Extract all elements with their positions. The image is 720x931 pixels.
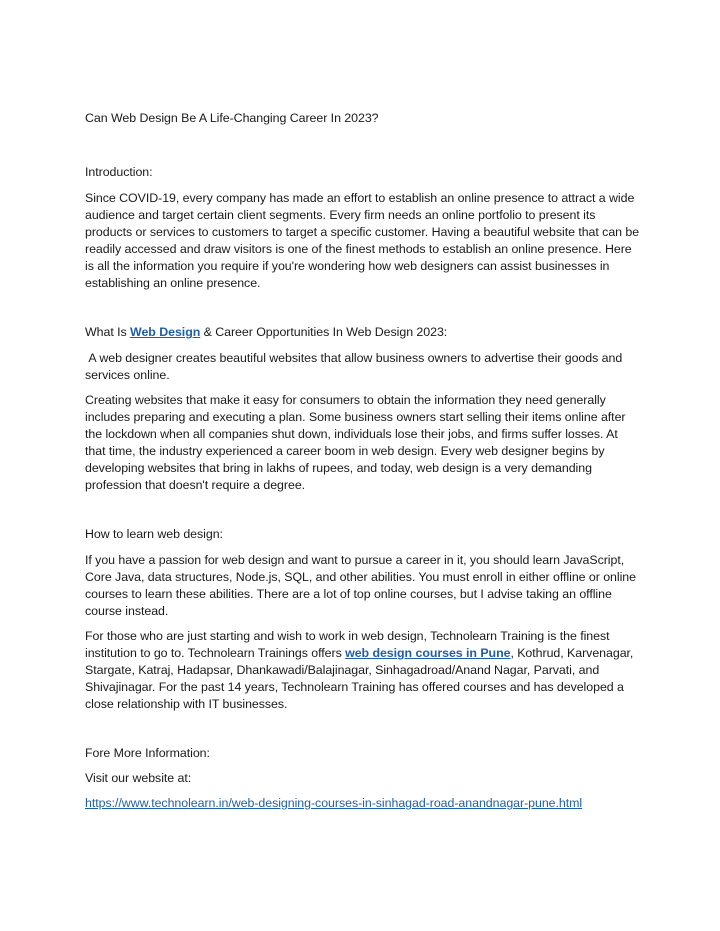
- heading-prefix: What Is: [85, 325, 131, 339]
- more-info-heading: Fore More Information:: [85, 746, 210, 760]
- intro-paragraph: Since COVID-19, every company has made an effort to establish an online presence to attract a wide audience and target certain client segments. Every firm needs an online portfolio to present its products or services to customers to target a specific customer. Having a beautiful website that can be readily accessed and draw visitors is one of the finest methods to establish an online presence. Here is all the information you require if you're wondering how web designers can assist businesses in establishing an online presence.: [85, 191, 640, 290]
- what-is-paragraph-1: A web designer creates beautiful websites that allow business owners to advertise their goods and services online.: [85, 351, 626, 382]
- visit-website-text: Visit our website at:: [85, 771, 192, 785]
- section-heading-how-to-learn: How to learn web design:: [85, 527, 223, 541]
- heading-suffix: & Career Opportunities In Web Design 2023:: [200, 325, 448, 339]
- intro-heading: Introduction:: [85, 165, 153, 179]
- learn-paragraph-1: If you have a passion for web design and want to pursue a career in it, you should learn JavaScript, Core Java, data structures, Node.js, SQL, and other abilities. You must enroll in either offline or online courses to learn these abilities. There are a lot of top online courses, but I advise taking an offline course instead.: [85, 553, 636, 618]
- document-title: Can Web Design Be A Life-Changing Career In 2023?: [85, 111, 379, 125]
- web-design-courses-link[interactable]: web design courses in Pune: [345, 646, 511, 660]
- learn-paragraph-2-suffix: , Kothrud, Karvenagar, Stargate, Katraj, Hadapsar, Dhankawadi/Balajinagar, Sinhagadroad/Anand Nagar, Parvati, and Shivajinagar. For the past 14 years, Technolearn Training has offered courses and has developed a close relationship with IT businesses.: [85, 646, 634, 711]
- section-heading-what-is: [85, 324, 641, 341]
- website-url-line: [85, 795, 641, 812]
- document-body: [85, 110, 641, 820]
- what-is-paragraph-2: Creating websites that make it easy for consumers to obtain the information they need generally includes preparing and executing a plan. Some business owners start selling their items online after the lockdown when all companies shut down, individuals lose their jobs, and firms suffer losses. At that time, the industry experienced a career boom in web design. Every web designer begins by developing websites that bring in lakhs of rupees, and today, web design is a very demanding profession that doesn't require a degree.: [85, 393, 626, 492]
- website-url-link[interactable]: https://www.technolearn.in/web-designing-courses-in-sinhagad-road-anandnagar-pune.html: [85, 796, 583, 810]
- learn-paragraph-2-prefix: For those who are just starting and wish to work in web design, Technolearn Training is the finest institution to go to. Technolearn Trainings offers: [85, 629, 610, 660]
- web-design-link[interactable]: Web Design: [130, 325, 201, 339]
- learn-paragraph-2: [85, 628, 641, 713]
